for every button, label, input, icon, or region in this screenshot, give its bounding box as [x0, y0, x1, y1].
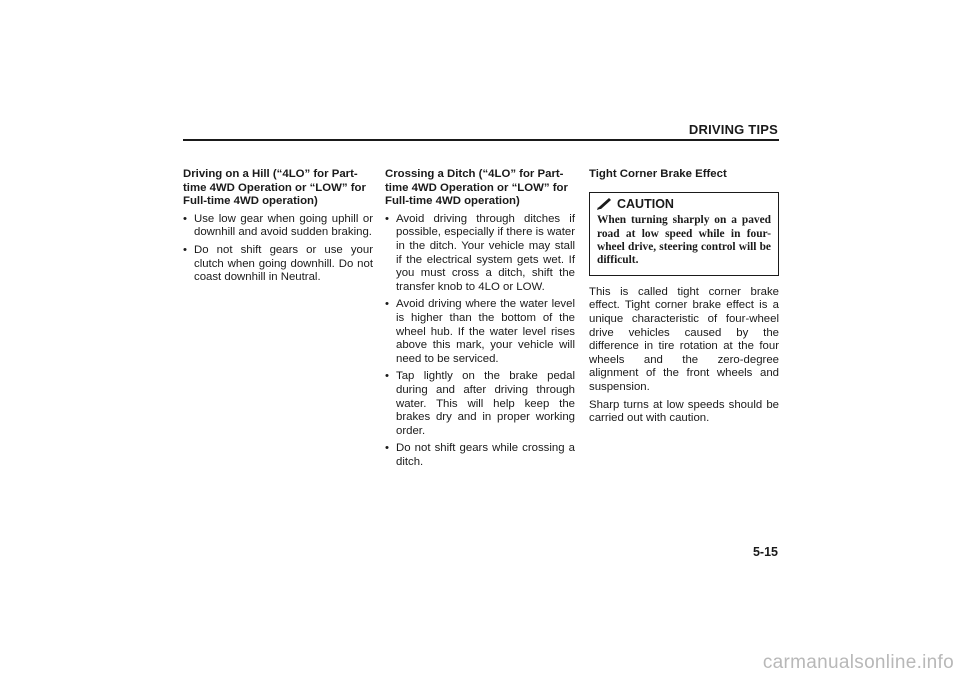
column-hill — [183, 168, 373, 289]
list-item: • Use low gear when going uphill or downhill and avoid sudden braking. — [183, 213, 373, 240]
caution-text: When turning sharply on a paved road at low speed while in four-wheel drive, steering control will be difficult. — [597, 214, 771, 267]
paragraph: This is called tight corner brake effect. Tight corner brake effect is a unique characteristic of four-wheel drive vehicles caused by the difference in tire rotation at the four wheels and the zero-degree alignment of the front wheels and suspension. — [589, 285, 779, 393]
bullet-list-ditch — [385, 213, 575, 470]
watermark-text: carmanualsonline.info — [762, 652, 954, 673]
bullet-list-hill — [183, 213, 373, 285]
paragraph: Sharp turns at low speeds should be carried out with caution. — [589, 398, 779, 425]
page-number: 5-15 — [752, 545, 778, 559]
caution-box — [589, 192, 779, 276]
header-rule — [183, 139, 779, 141]
section-heading-hill: Driving on a Hill (“4LO” for Part-time 4WD Operation or “LOW” for Full-time 4WD operation) — [183, 168, 366, 208]
caution-header — [597, 198, 771, 212]
list-item: • Do not shift gears or use your clutch when going downhill. Do not coast downhill in Neutral. — [183, 244, 373, 285]
section-heading-tight-corner: Tight Corner Brake Effect — [589, 168, 727, 180]
list-item: • Avoid driving through ditches if possible, especially if there is water in the ditch. Your vehicle may stall if the electrical system gets wet. If you must cross a ditch, shift the transfer knob to 4LO or LOW. — [385, 213, 575, 295]
section-heading-ditch: Crossing a Ditch (“4LO” for Part-time 4WD Operation or “LOW” for Full-time 4WD operation) — [385, 168, 568, 208]
caution-pencil-icon — [597, 198, 612, 210]
column-ditch — [385, 168, 575, 473]
column-tight-corner — [589, 168, 779, 430]
list-item: • Avoid driving where the water level is higher than the bottom of the wheel hub. If the water level rises above this mark, your vehicle will need to be serviced. — [385, 298, 575, 366]
caution-title: CAUTION — [617, 196, 674, 211]
page-header-title: DRIVING TIPS — [688, 122, 778, 137]
list-item: • Do not shift gears while crossing a ditch. — [385, 442, 575, 469]
list-item: • Tap lightly on the brake pedal during and after driving through water. This will help keep the brakes dry and in proper working order. — [385, 370, 575, 438]
